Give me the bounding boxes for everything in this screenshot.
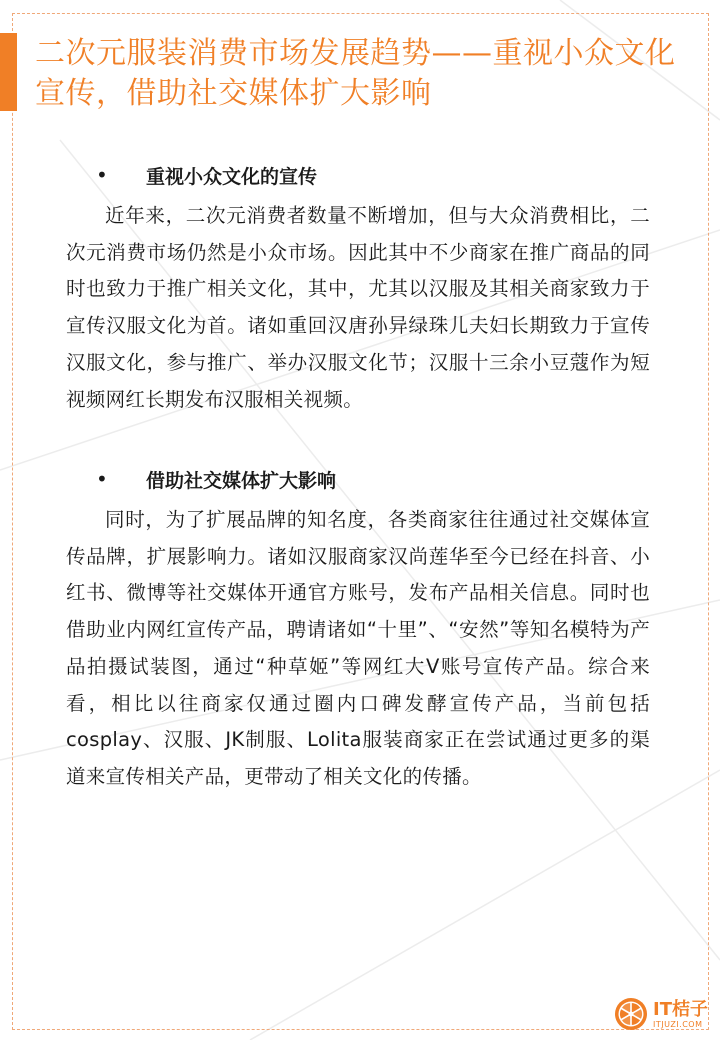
section-heading-row — [66, 158, 650, 192]
section-paragraph: 近年来，二次元消费者数量不断增加，但与大众消费相比，二次元消费市场仍然是小众市场。因此其中不少商家在推广商品的同时也致力于推广相关文化，其中，尤其以汉服及其相关商家致力于宣传汉服文化为首。诸如重回汉唐孙异绿珠儿夫妇长期致力于宣传汉服文化，参与推广、举办汉服文化节；汉服十三余小豆蔻作为短视频网红长期发布汉服相关视频。 — [66, 204, 650, 411]
logo-name: IT桔子 — [653, 998, 708, 1020]
logo-text — [653, 1000, 708, 1029]
section-heading: 重视小众文化的宣传 — [146, 165, 318, 188]
section-heading-row — [66, 462, 650, 496]
section-niche-culture — [66, 158, 650, 418]
itjuzi-logo — [614, 995, 714, 1033]
logo-url: ITJUZI.COM — [653, 1019, 703, 1029]
section-social-media — [66, 462, 650, 796]
page-title: 二次元服装消费市场发展趋势——重视小众文化宣传，借助社交媒体扩大影响 — [35, 36, 676, 111]
bullet-icon: • — [96, 467, 108, 491]
bullet-icon: • — [96, 163, 108, 187]
orange-slice-icon — [614, 997, 648, 1031]
section-paragraph: 同时，为了扩展品牌的知名度，各类商家往往通过社交媒体宣传品牌，扩展影响力。诸如汉服商家汉尚莲华至今已经在抖音、小红书、微博等社交媒体开通官方账号，发布产品相关信息。同时也借助业内网红宣传产品，聘请诸如“十里”、“安然”等知名模特为产品拍摄试装图，通过“种草姬”等网红大V账号宣传产品。综合来看，相比以往商家仅通过圈内口碑发酵宣传产品，当前包括cosplay、汉服、JK制服、Lolita服装商家正在尝试通过更多的渠道来宣传相关产品，更带动了相关文化的传播。 — [66, 508, 650, 788]
section-heading: 借助社交媒体扩大影响 — [146, 469, 337, 492]
title-accent-bar — [0, 33, 17, 111]
